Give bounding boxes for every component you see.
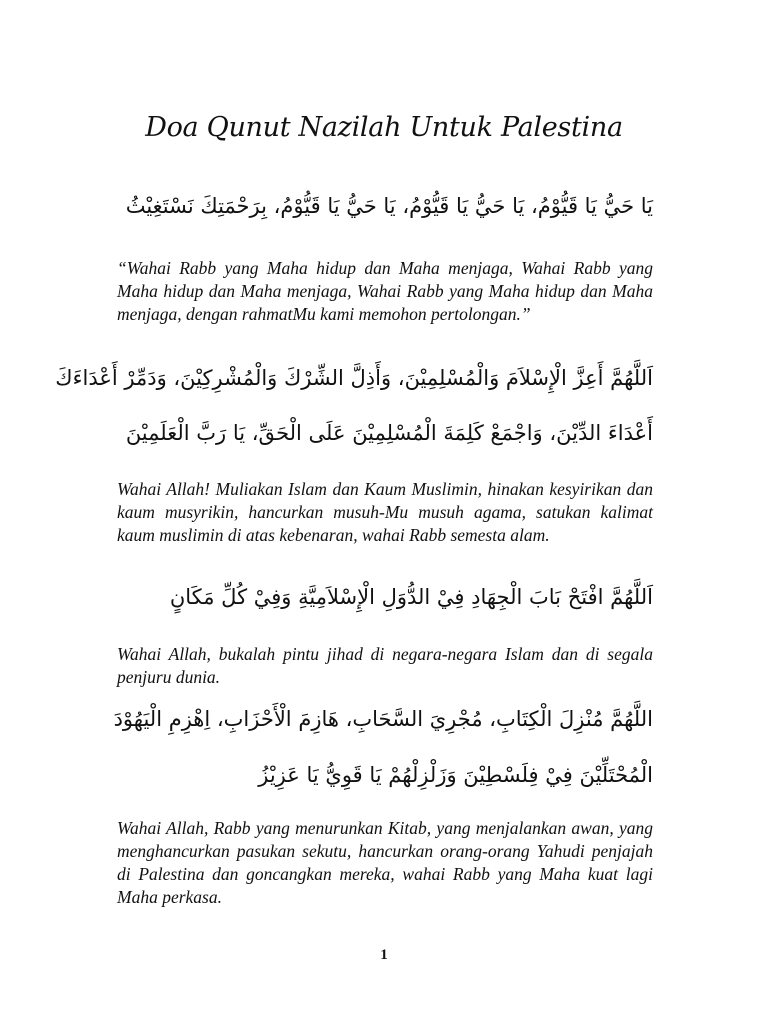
translation-paragraph: Wahai Allah! Muliakan Islam dan Kaum Muslimin, hinakan kesyirikan dan kaum musyrikin, hancurkan musuh-Mu musuh agama, satukan kalimat kaum muslimin di atas kebenaran, wahai Rabb semesta alam. — [117, 479, 653, 545]
translation-paragraph: “Wahai Rabb yang Maha hidup dan Maha menjaga, Wahai Rabb yang Maha hidup dan Maha menjaga, Wahai Rabb yang Maha hidup dan Maha menjaga, dengan rahmatMu kami memohon pertolongan.” — [117, 258, 653, 324]
arabic-prayer-line: اَللَّهُمَّ افْتَحْ بَابَ الْجِهَادِ فِيْ الدُّوَلِ الْإِسْلاَمِيَّةِ وَفِيْ كُلِّ مَكَانٍ — [169, 585, 653, 609]
translation-paragraph: Wahai Allah, Rabb yang menurunkan Kitab, yang menjalankan awan, yang menghancurkan pasukan sekutu, hancurkan orang-orang Yahudi penjajah di Palestina dan goncangkan mereka, wahai Rabb yang Maha kuat lagi Maha perkasa. — [117, 818, 653, 907]
translation-paragraph: Wahai Allah, bukalah pintu jihad di negara-negara Islam dan di segala penjuru dunia. — [117, 644, 653, 687]
page-title: Doa Qunut Nazilah Untuk Palestina — [145, 112, 623, 143]
arabic-prayer-line: الْمُحْتَلِّيْنَ فِيْ فِلَسْطِيْنَ وَزَلْزِلْهُمْ يَا قَوِيُّ يَا عَزِيْزُ — [258, 763, 653, 787]
arabic-prayer-line: أَعْدَاءَ الدِّيْنَ، وَاجْمَعْ كَلِمَةَ الْمُسْلِمِيْنَ عَلَى الْحَقِّ، يَا رَبَّ الْعَلَمِيْنَ — [125, 421, 653, 445]
page-number: 1 — [380, 947, 388, 963]
arabic-prayer-line: اللَّهُمَّ مُنْزِلَ الْكِتَابِ، مُجْرِيَ السَّحَابِ، هَازِمَ الْأَحْزَابِ، اِهْزِمِ الْيَهُوْدَ — [113, 707, 653, 731]
arabic-prayer-line: يَا حَيُّ يَا قَيُّوْمُ، يَا حَيُّ يَا قَيُّوْمُ، يَا حَيُّ يَا قَيُّوْمُ، بِرَحْمَتِكَ نَسْتَغِيْثُ — [125, 194, 653, 218]
arabic-prayer-line: اَللَّهُمَّ أَعِزَّ الْإِسْلاَمَ وَالْمُسْلِمِيْنَ، وَأَذِلَّ الشِّرْكَ وَالْمُشْرِكِيْنَ، وَدَمِّرْ أَعْدَاءَكَ — [55, 366, 653, 390]
